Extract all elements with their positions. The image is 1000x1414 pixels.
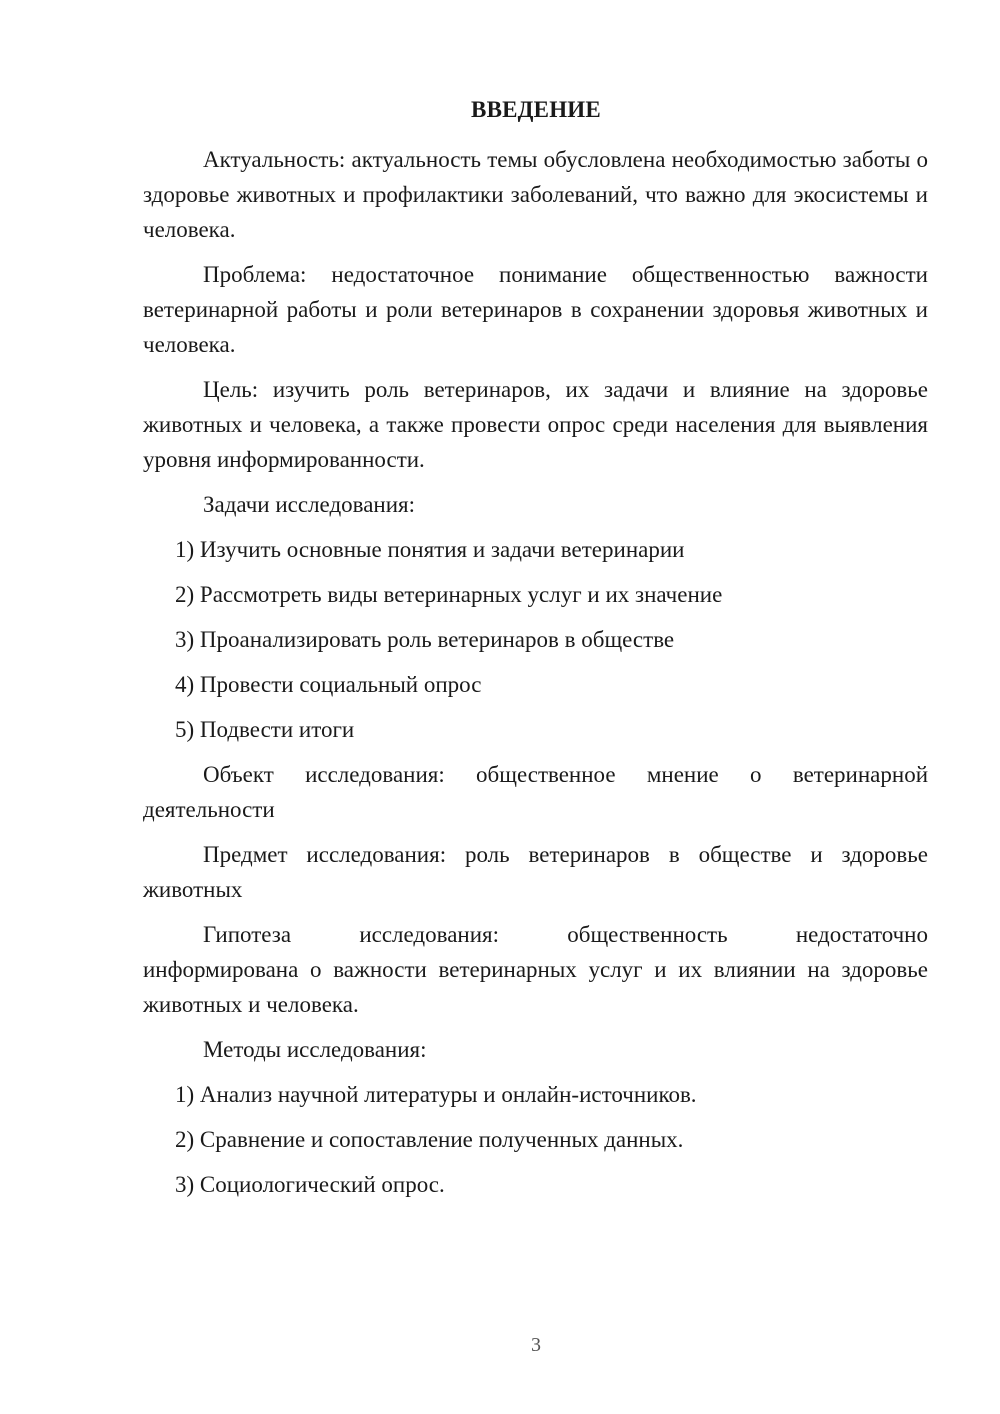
- task-item: 2) Рассмотреть виды ветеринарных услуг и их значение: [175, 582, 723, 607]
- object-paragraph: Объект исследования: общественное мнение о ветеринарной деятельности: [143, 762, 928, 822]
- problem-paragraph: Проблема: недостаточное понимание общественностью важности ветеринарной работы и роли ветеринаров в сохранении здоровья животных и человека.: [143, 262, 928, 357]
- goal-paragraph: Цель: изучить роль ветеринаров, их задачи и влияние на здоровье животных и человека, а также провести опрос среди населения для выявления уровня информированности.: [143, 377, 928, 472]
- task-item: 4) Провести социальный опрос: [175, 672, 482, 697]
- page-content: [143, 142, 928, 1212]
- task-item: 5) Подвести итоги: [175, 717, 355, 742]
- hypothesis-first-line: Гипотеза исследования: общественность недостаточно: [203, 922, 928, 947]
- method-item: 2) Сравнение и сопоставление полученных данных.: [175, 1127, 684, 1152]
- method-item: 1) Анализ научной литературы и онлайн-источников.: [175, 1082, 697, 1107]
- hypothesis-continuation: информирована о важности ветеринарных услуг и их влиянии на здоровье животных и человека.: [143, 957, 928, 1017]
- tasks-title: Задачи исследования:: [203, 492, 416, 517]
- relevance-paragraph: Актуальность: актуальность темы обусловлена необходимостью заботы о здоровье животных и профилактики заболеваний, что важно для экосистемы и человека.: [143, 147, 928, 242]
- section-heading: ВВЕДЕНИЕ: [471, 97, 601, 122]
- page-number: 3: [531, 1334, 541, 1356]
- method-item: 3) Социологический опрос.: [175, 1172, 445, 1197]
- task-item: 3) Проанализировать роль ветеринаров в обществе: [175, 627, 675, 652]
- task-item: 1) Изучить основные понятия и задачи ветеринарии: [175, 537, 685, 562]
- hypothesis-paragraph: [143, 917, 928, 1022]
- subject-paragraph: Предмет исследования: роль ветеринаров в обществе и здоровье животных: [143, 842, 928, 902]
- methods-title: Методы исследования:: [203, 1037, 427, 1062]
